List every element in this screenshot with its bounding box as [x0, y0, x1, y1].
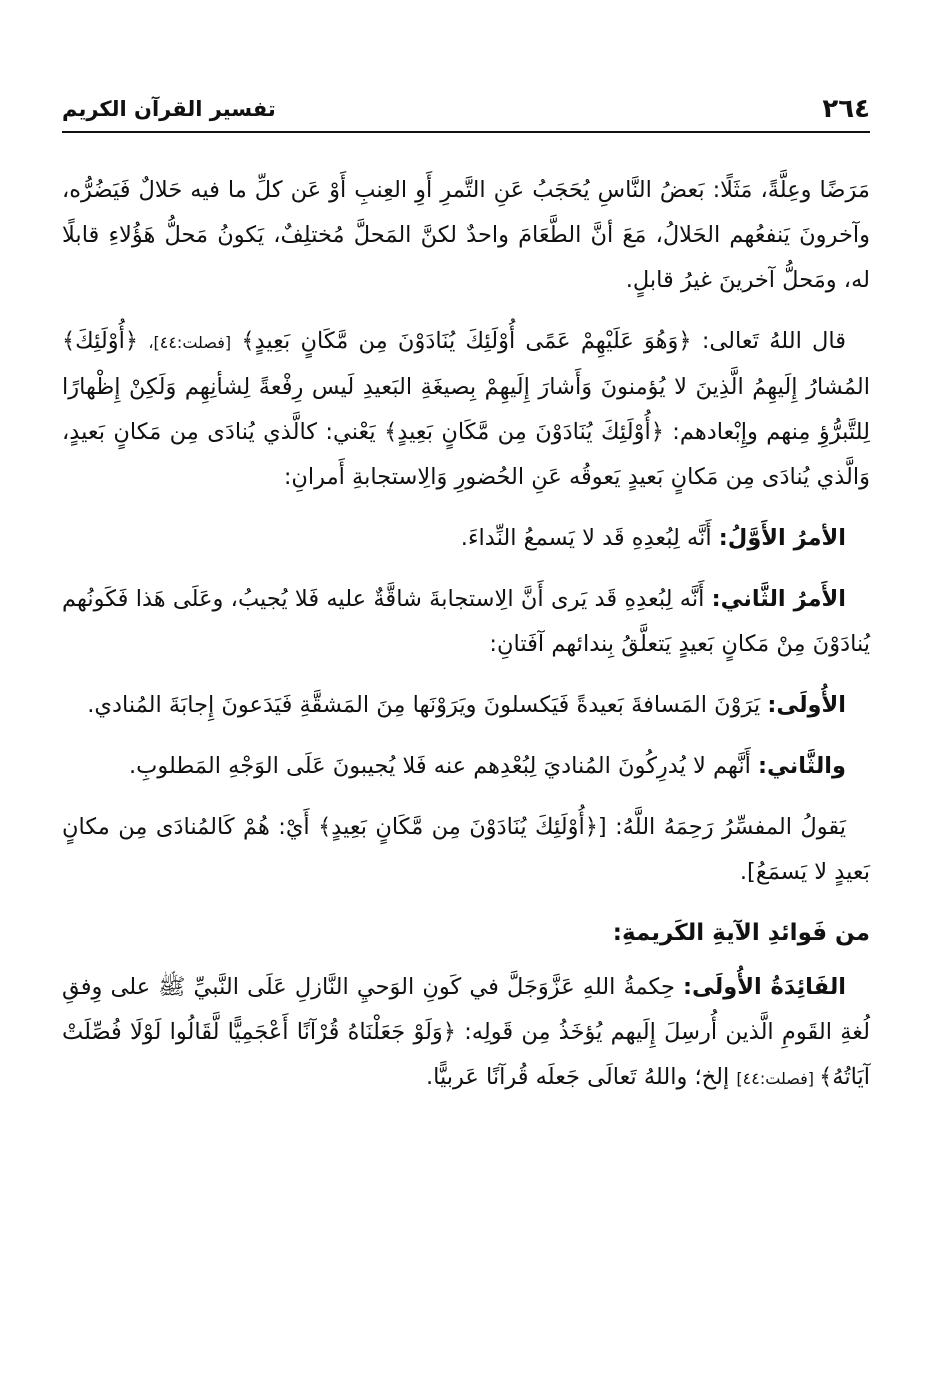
commentator-quote-end: أَيْ: هُمْ كَالمُنادَى مِن مكانٍ بَعيدٍ لا يَسمَعُ]. — [62, 814, 870, 885]
commentator-quote-start: يَقولُ المفسِّرُ رَحِمَهُ اللَّهُ: [ — [597, 814, 846, 840]
quran-verse-3: ﴿أُوْلَئِكَ يُنَادَوْنَ مِن مَّكَانٍ بَعِيدٍ﴾ — [384, 419, 664, 445]
verse-reference-2: [فصلت:٤٤] — [736, 1069, 820, 1088]
page-body — [62, 168, 870, 1117]
first-benefit-label: الفَائِدَةُ الأُولَى: — [683, 974, 846, 1000]
quran-verse-1: ﴿وَهُوَ عَلَيْهِمْ عَمًى أُوْلَئِكَ يُنَادَوْنَ مِن مَّكَانٍ بَعِيدٍ﴾ — [241, 328, 692, 354]
page-header — [62, 92, 870, 132]
verse-reference-1: [فصلت:٤٤]، — [148, 333, 232, 352]
paragraph-7 — [62, 805, 870, 895]
page-number: ٢٦٤ — [822, 94, 870, 124]
second-matter-label: الأَمرُ الثَّاني: — [711, 586, 846, 612]
paragraph-2-intro: قال اللهُ تَعالى: — [691, 328, 847, 354]
paragraph-6 — [62, 744, 870, 789]
first-benefit-end: إلخ؛ واللهُ تَعالَى جَعلَه قُرآنًا عَربيًّا. — [425, 1064, 737, 1090]
header-divider — [62, 131, 870, 133]
quran-verse-5: ﴿وَلَوْ جَعَلْنَاهُ قُرْآنًا أَعْجَمِيًّا لَّقَالُوا لَوْلَا فُصِّلَتْ آيَاتُهُ﴾ — [62, 1019, 870, 1090]
paragraph-1: مَرَضًا وعِلَّةً، مَثَلًا: بَعضُ النَّاسِ يُحَجَبُ عَنِ التَّمرِ أَوِ العِنبِ أَوْ عَن كلِّ ما فيه حَلالٌ فَيَضُرُّه، وآخرونَ يَنفعُهم الحَلالُ، مَعَ أنَّ الطَّعَامَ واحدٌ لكنَّ المَحلَّ مُختلِفٌ، يَكونُ مَحلُّ هَؤُلاءِ قابلًا له، ومَحلُّ آخرينَ غيرُ قابلٍ. — [62, 177, 870, 293]
quran-verse-4: ﴿أُوْلَئِكَ يُنَادَوْنَ مِن مَّكَانٍ بَعِيدٍ﴾ — [318, 814, 598, 840]
paragraph-8 — [62, 965, 870, 1101]
second-matter-text: أَنَّه لِبُعدِهِ قَد يَرى أَنَّ الِاستجابةَ شاقَّةٌ عليه فَلا يُجيبُ، وعَلَى هَذا فَكَونُهم يُنادَوْنَ مِنْ مَكانٍ بَعيدٍ يَتعلَّقُ بِندائهم آفَتانِ: — [62, 586, 870, 657]
first-matter-label: الأمرُ الأَوَّلُ: — [718, 525, 846, 551]
first-affliction-label: الأُولَى: — [767, 692, 846, 718]
second-affliction-text: أَنَّهم لا يُدرِكُونَ المُناديَ لِبُعْدِهم عنه فَلا يُجيبونَ عَلَى الوَجْهِ المَطلوبِ. — [129, 753, 758, 779]
paragraph-2-middle: المُشارُ إِلَيهِمُ الَّذِينَ لا يُؤمنونَ وَأَشارَ إِلَيهِمْ بِصيغَةِ البَعيدِ لَيس رِفْعةً لِشأنِهِم وَلَكِنْ إِظْهارًا لِلتَّبرُّؤِ مِنهم وإِبْعادهم: — [62, 374, 870, 445]
paragraph-3 — [62, 516, 870, 561]
section-heading: من فَوائدِ الآيةِ الكَريمةِ: — [612, 920, 870, 946]
running-title: تفسير القرآن الكريم — [62, 97, 276, 121]
quran-verse-2: ﴿أُوْلَئِكَ﴾ — [62, 328, 139, 354]
paragraph-4 — [62, 577, 870, 667]
paragraph-2-end: يَعْني: كالَّذي يُنادَى مِن مَكانٍ بَعيدٍ، وَالَّذي يُنادَى مِن مَكانٍ بَعيدٍ يَعوقُه عَنِ الحُضورِ وَالِاستجابةِ أَمرانِ: — [62, 419, 870, 490]
first-benefit-text: حِكمةُ اللهِ عَزَّوَجَلَّ في كَونِ الوَحيِ النَّازلِ عَلَى النَّبيِّ ﷺ على وِفقِ لُغةِ القَومِ الَّذين أُرسِلَ إِلَيهم يُؤخَذُ مِن قَولِه: — [62, 974, 870, 1045]
second-affliction-label: والثَّاني: — [758, 753, 846, 779]
first-matter-text: أَنَّه لِبُعدِهِ قَد لا يَسمعُ النِّداءَ. — [460, 525, 719, 551]
first-affliction-text: يَرَوْنَ المَسافةَ بَعيدةً فَيَكسلونَ ويَرَوْنَها مِنَ المَشقَّةِ فَيَدَعونَ إِجابَةَ المُنادي. — [87, 692, 768, 718]
paragraph-2 — [62, 319, 870, 500]
paragraph-5 — [62, 683, 870, 728]
